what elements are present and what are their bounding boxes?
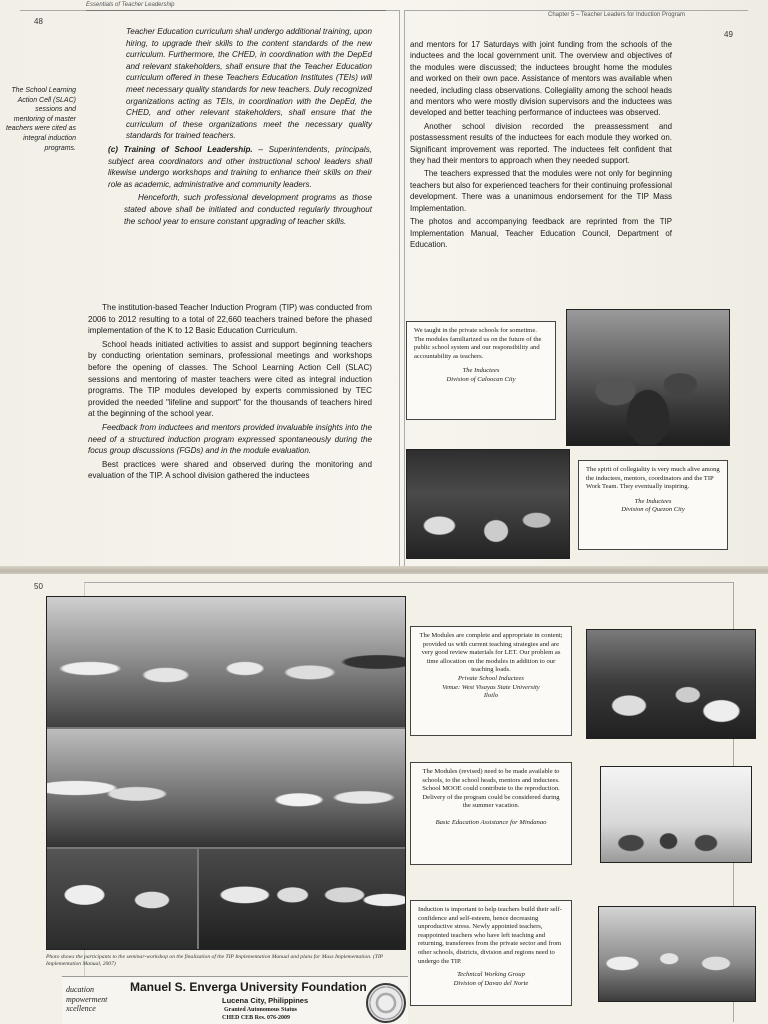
photo-workshop-session — [47, 729, 406, 847]
page-number-48: 48 — [34, 17, 43, 26]
feedback-text: The Modules are complete and appropriate in content; provided us with current teaching strategies and are very good review materials for LET. Our problem as time allocation on the modules in addition to our teaching loads. — [419, 632, 563, 674]
feedback-text: Induction is important to help teachers build their self-confidence and self-esteem, hence decreasing unproductive stress. Newly appointed teachers, reappointed teachers who have left teaching and returning, transferees from the private sector and from other schools, districts, division and regions need to undergo the TIP. — [418, 906, 562, 965]
right-column-text — [410, 39, 672, 252]
item-c-text: – Superintendents, principals, subject area coordinators and other instructional school leaders shall likewise undergo workshops and training to enhance their skills on their role as academic, administrative and community leaders. — [108, 144, 372, 189]
feedback-attribution: The Inductees — [634, 497, 672, 505]
left-column-text — [108, 26, 372, 229]
header-rule-left — [86, 10, 386, 11]
body-paragraph-3: Feedback from inductees and mentors provided invaluable insights into the need of a structured induction program expressed spontaneously during the focus group discussions (FGDs) and in the module evaluation. — [88, 422, 372, 456]
right-paragraph-3: The teachers expressed that the modules were not only for beginning teachers but also for experienced teachers for their continuing professional development. There was a unanimous endorsement for the TIP Mass Implementation. — [410, 169, 672, 213]
autonomous-status: Granted Autonomous Status — [224, 1007, 298, 1013]
bottom-book-page — [0, 574, 768, 1024]
feedback-attribution: Technical Working Group — [457, 971, 525, 979]
ched-resolution: CHED CEB Res. 076-2009 — [222, 1015, 291, 1021]
feedback-box-quezon — [578, 460, 728, 550]
left-column-body — [88, 302, 372, 484]
quote-paragraph-2: Henceforth, such professional development programs as those stated above shall be initiated and conducted regularly throughout the school year to ensure constant upgrading of teacher skills. — [124, 193, 372, 226]
photo-seminar-panel — [47, 597, 406, 727]
feedback-box-caloocan — [406, 321, 556, 420]
margin-note: The School Learning Action Cell (SLAC) sessions and mentoring of master teachers were cited as integral induction programs. — [5, 87, 76, 152]
university-seal-icon — [366, 983, 406, 1023]
page-number-49: 49 — [724, 30, 733, 39]
feedback-venue-city: Iloilo — [483, 692, 499, 700]
photo-participants-right — [199, 849, 406, 950]
university-city: Lucena City, Philippines — [222, 996, 309, 1005]
feedback-box-west-visayas — [410, 626, 572, 736]
feedback-text: The Modules (revised) need to be made available to schools, to the school heads, mentors and inductees. School MOOE could contribute to the reproduction. Delivery of the program could be considered during the summer vacation. — [422, 768, 560, 810]
university-name: Manuel S. Enverga University Foundation — [130, 980, 367, 994]
feedback-box-mindanao — [410, 762, 572, 865]
feedback-attribution: Basic Education Assistance for Mindanao — [435, 818, 547, 826]
page-number-50: 50 — [34, 582, 43, 591]
feedback-box-davao — [410, 900, 572, 1006]
motto-empowerment: mpowerment — [66, 994, 108, 1004]
item-c-paragraph — [108, 144, 372, 190]
photo-classroom-2 — [406, 449, 570, 559]
feedback-attribution: The Inductees — [462, 367, 500, 375]
running-head-left: Essentials of Teacher Leadership — [86, 2, 175, 8]
right-paragraph-2: Another school division recorded the preassessment and postassessment results of the inductees for each module they worked on. Significant improvement was reported. The inductees felt confident that they had their mentors to approach when they needed support. — [410, 121, 672, 166]
feedback-text: The spirit of collegiality is very much alive among the inductees, mentors, coordinators and the TIP Work Team. They eventually inspiring. — [586, 466, 720, 491]
photo-west-visayas — [586, 629, 756, 739]
photo-davao — [598, 906, 756, 1002]
body-paragraph-2: School heads initiated activities to assist and support beginning teachers by conducting orientation seminars, professional meetings and workshops before the opening of classes. The School Learning Action Cell (SLAC) sessions and mentoring of master teachers were cited as integral induction programs. The TIP modules developed by experts commissioned by TEC provided the needed "lifeline and support" for the thousands of teachers hired at the beginning of the school year. — [88, 339, 372, 419]
photo-mindanao — [600, 766, 752, 863]
quote-paragraph-1: Teacher Education curriculum shall undergo additional training, upon hiring, to upgrade their skills to the content standards of the new curriculum. Furthermore, the CHED, in coordination with the DepEd and relevant stakeholders, shall ensure that the Teacher Education curriculum offered in these Teachers Education Institutes (TEIs) will meet necessary quality standards for new teachers. Duly recognized organizations acting as TEIs, in coordination with the DepEd, the CHED, and other relevant stakeholders, shall ensure that the curriculum of these organizations meet the necessary quality standards for trained teachers. — [126, 27, 372, 141]
right-paragraph-1: and mentors for 17 Saturdays with joint funding from the schools of the inductees and the local government unit. The overview and objectives of the modules were discussed; the inductees brought home the modules and worked on their own pace. Assistance of mentors was available when needed, including class observations. Collegiality among the school heads and mentors who were mostly division supervisors and the inductees was developed and better teaching performance of inductees was observed. — [410, 40, 672, 118]
photo-participants-left — [47, 849, 197, 950]
feedback-text: We taught in the private schools for sometime. The modules familiarized us on the future of the public school system and our responsibility and accountability as teachers. — [414, 327, 542, 360]
motto-education: ducation — [66, 985, 94, 994]
feedback-attribution-division: Division of Davao del Norte — [453, 979, 529, 987]
feedback-attribution-division: Division of Caloocan City — [446, 375, 516, 383]
feedback-attribution-division: Division of Quezon City — [621, 506, 685, 514]
feedback-attribution: Private School Inductees — [458, 674, 524, 682]
running-head-right: Chapter 5 – Teacher Leaders for Induction Program — [548, 12, 685, 18]
feedback-venue: Venue: West Visayas State University — [442, 683, 540, 691]
body-paragraph-4: Best practices were shared and observed during the monitoring and evaluation of the TIP. A school division gathered the inductees — [88, 459, 372, 481]
motto-excellence: xcellence — [66, 1004, 96, 1013]
library-stamp-footer — [62, 976, 408, 1024]
photo-caption: Photo shows the participants to the seminar-workshop on the finalization of the TIP Implementation Manual and plans for Mass Implementation. (TIP Implementation Manual, 2007) — [46, 954, 384, 967]
body-paragraph-1: The institution-based Teacher Induction Program (TIP) was conducted from 2006 to 2012 resulting to a total of 22,660 teachers trained before the phased implementation of the K to 12 Basic Education Curriculum. — [88, 303, 372, 336]
photo-collage — [46, 596, 406, 950]
photo-classroom-1 — [566, 309, 730, 446]
motto — [66, 985, 107, 1014]
right-paragraph-4: The photos and accompanying feedback are reprinted from the TIP Implementation Manual, Teacher Education Council, Department of Education. — [410, 217, 672, 249]
item-c-label: (c) Training of School Leadership. — [108, 144, 253, 154]
